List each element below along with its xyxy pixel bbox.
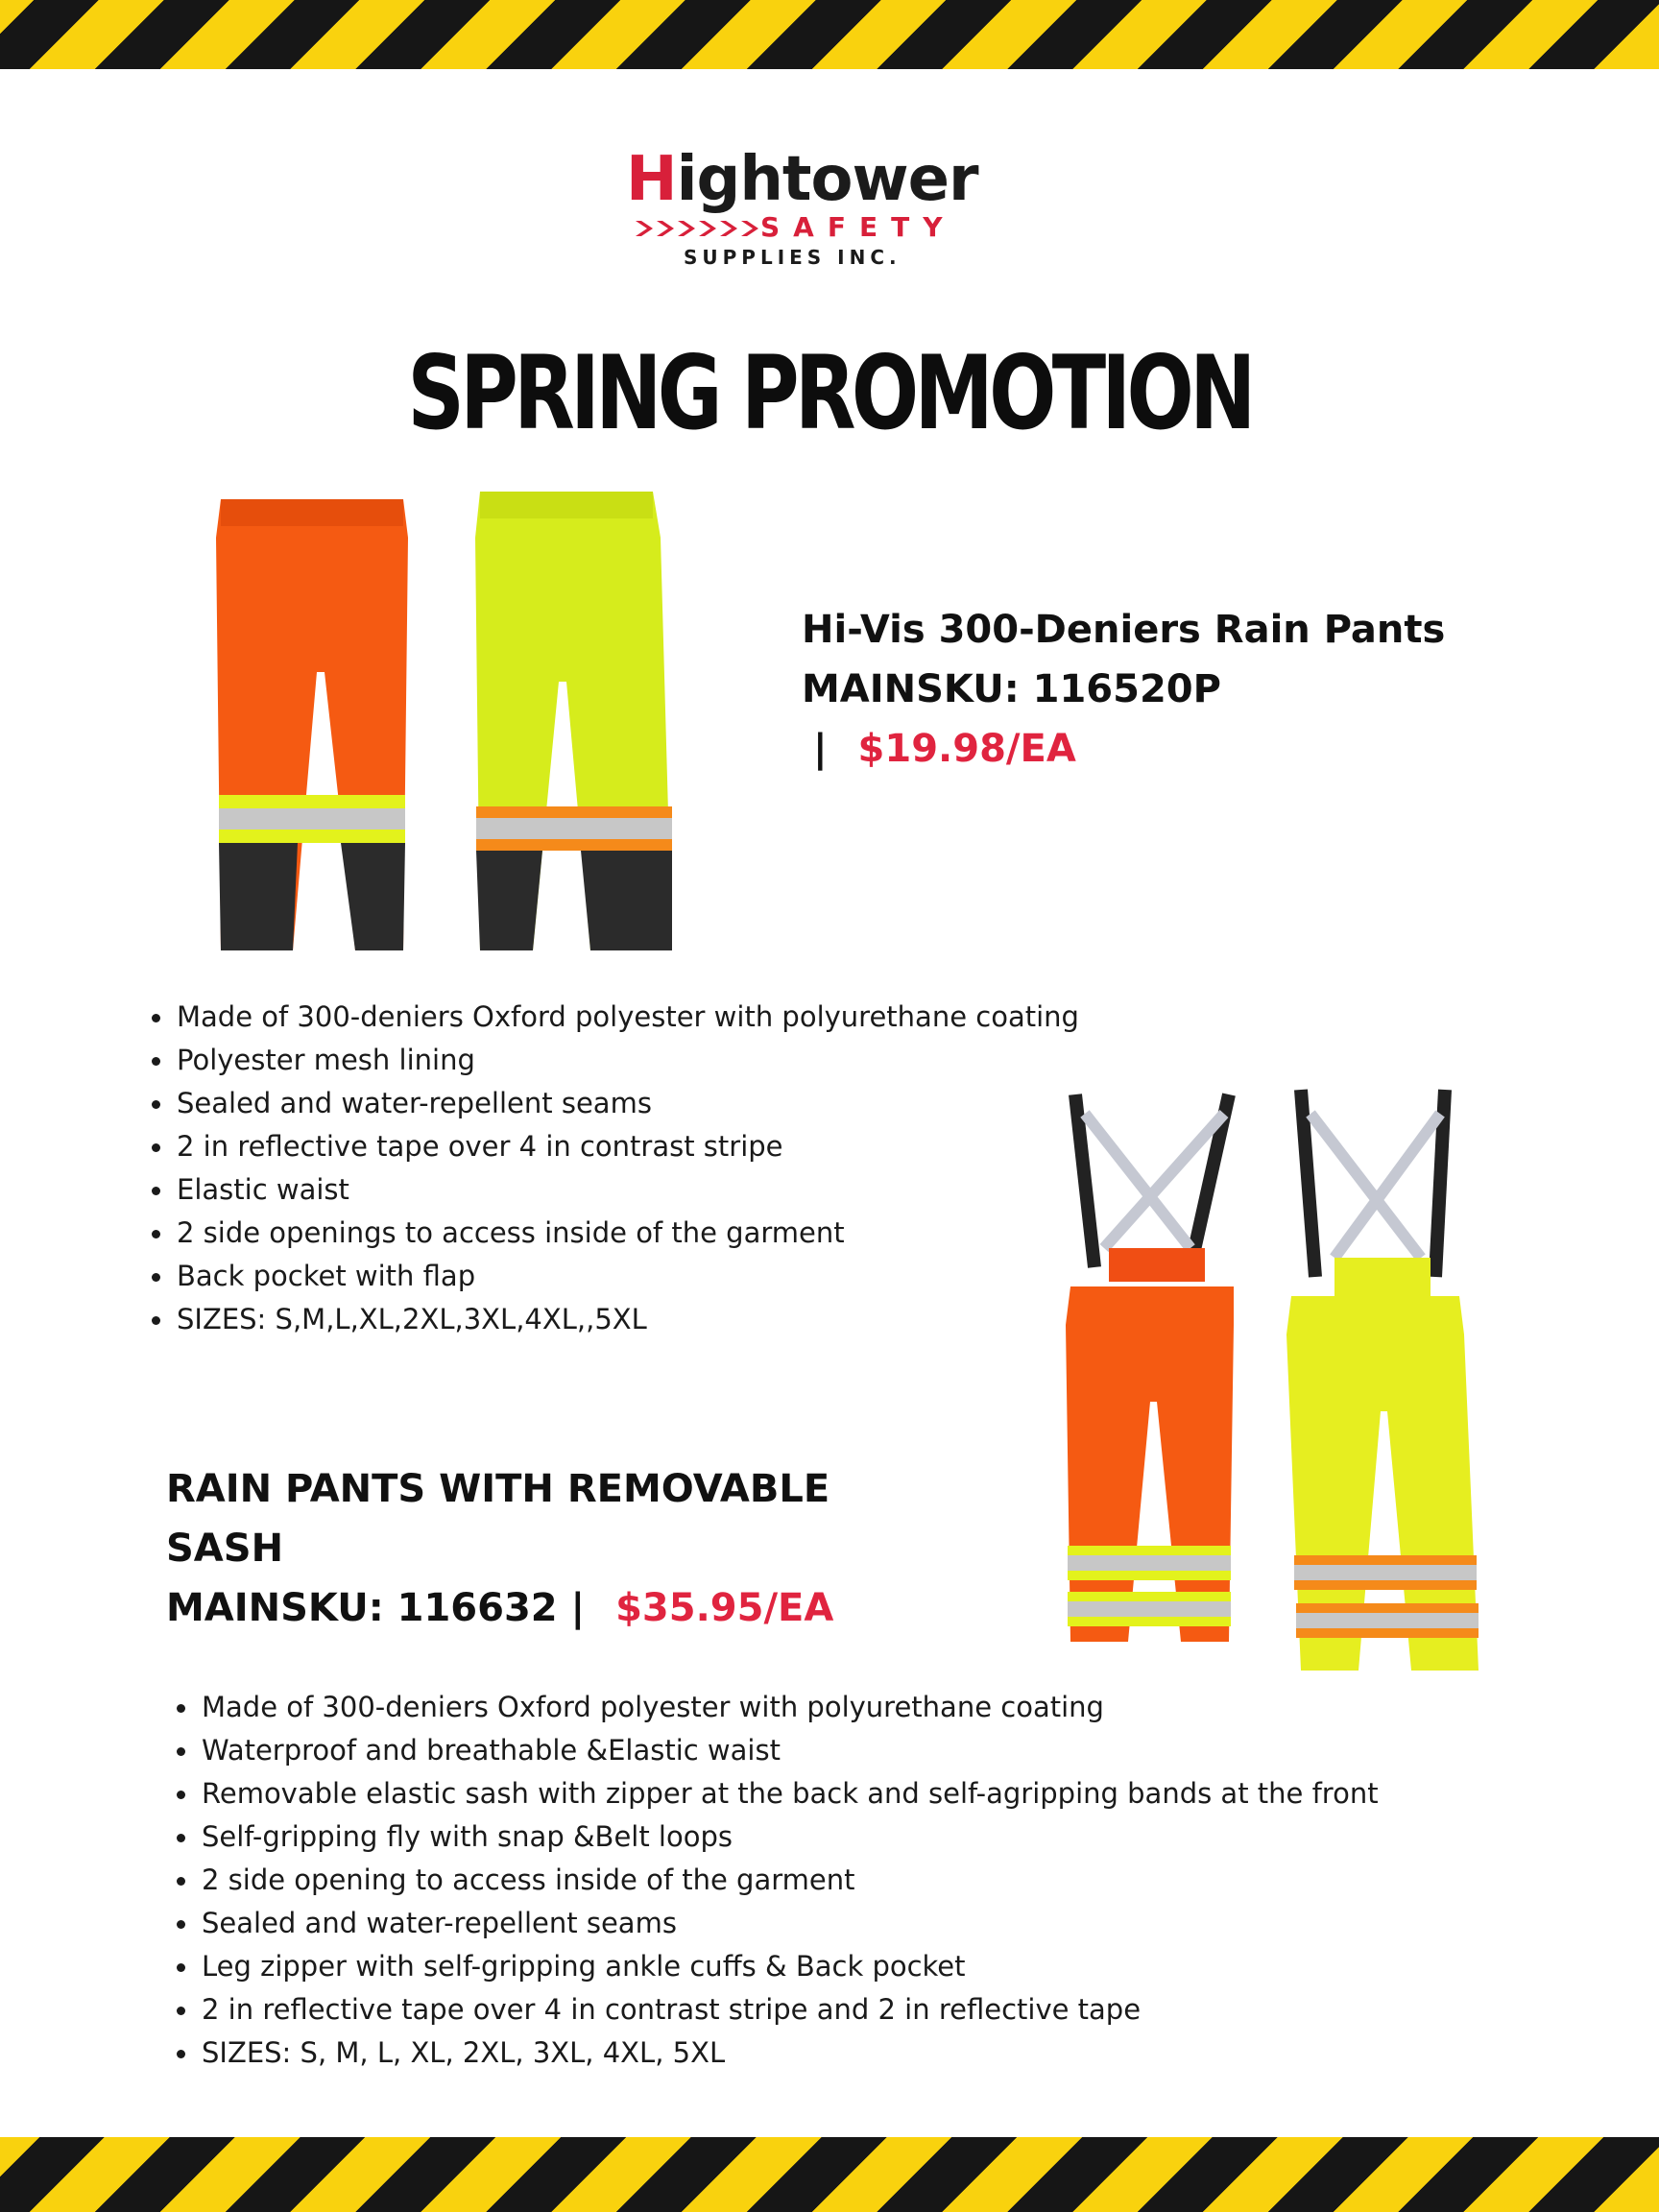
product1-feature-text: Elastic waist (177, 1173, 349, 1206)
product2-bib-pants-illustration (1056, 1085, 1498, 1690)
product1-feature-item (177, 1082, 1137, 1125)
bullet-dot-icon (177, 2050, 185, 2058)
bullet-dot-icon (152, 1014, 160, 1022)
bullet-dot-icon (177, 1834, 185, 1842)
product2-image (1056, 1085, 1498, 1690)
product1-feature-text: 2 in reflective tape over 4 in contrast stripe (177, 1130, 783, 1163)
product1-pants-illustration (202, 480, 701, 960)
product2-feature-item (202, 1945, 1527, 1988)
product2-feature-text: SIZES: S, M, L, XL, 2XL, 3XL, 4XL, 5XL (202, 2036, 726, 2069)
product2-feature-item (202, 1729, 1527, 1772)
product2-feature-text: Waterproof and breathable &Elastic waist (202, 1734, 781, 1767)
product2-feature-item (202, 2032, 1527, 2075)
product1-separator: | (813, 727, 828, 771)
product1-feature-text: Back pocket with flap (177, 1260, 476, 1292)
product1-feature-text: Sealed and water-repellent seams (177, 1087, 652, 1119)
product1-price-line (802, 719, 1531, 779)
product2-feature-text: Removable elastic sash with zipper at the back and self-agripping bands at the front (202, 1777, 1379, 1810)
product2-sku: MAINSKU: 116632 | (166, 1586, 586, 1630)
bullet-dot-icon (177, 1747, 185, 1756)
orange-bib-pants (1066, 1094, 1234, 1642)
product2-feature-text: 2 side opening to access inside of the garment (202, 1863, 855, 1896)
product1-feature-item (177, 1255, 1137, 1298)
bullet-dot-icon (177, 2007, 185, 2015)
bullet-dot-icon (177, 1963, 185, 1972)
product1-feature-text: 2 side openings to access inside of the garment (177, 1216, 845, 1249)
bullet-dot-icon (152, 1187, 160, 1195)
bullet-dot-icon (152, 1143, 160, 1152)
product1-feature-text: SIZES: S,M,L,XL,2XL,3XL,4XL,,5XL (177, 1303, 647, 1335)
product2-feature-text: Self-gripping fly with snap &Belt loops (202, 1820, 733, 1853)
product1-feature-item (177, 1039, 1137, 1082)
bullet-dot-icon (152, 1057, 160, 1066)
product2-sku-price-line (166, 1578, 934, 1638)
product1-name: Hi-Vis 300-Deniers Rain Pants (802, 608, 1446, 652)
product2-feature-item (202, 1686, 1527, 1729)
product2-feature-item (202, 1859, 1527, 1902)
product2-feature-text: Made of 300-deniers Oxford polyester with polyurethane coating (202, 1691, 1104, 1723)
product1-feature-text: Polyester mesh lining (177, 1044, 475, 1076)
product2-feature-text: 2 in reflective tape over 4 in contrast stripe and 2 in reflective tape (202, 1993, 1142, 2026)
bullet-dot-icon (152, 1100, 160, 1109)
logo-wordmark (626, 146, 978, 213)
bullet-dot-icon (177, 1877, 185, 1886)
bullet-dot-icon (177, 1791, 185, 1799)
product2-feature-item (202, 1988, 1527, 2032)
yellow-bib-pants (1286, 1090, 1479, 1671)
hazard-stripe-bottom (0, 2137, 1659, 2212)
product1-feature-text: Made of 300-deniers Oxford polyester with polyurethane coating (177, 1000, 1079, 1033)
product2-info (166, 1459, 934, 1638)
logo-wordmark-rest: ightower (676, 144, 978, 215)
logo-h-letter: H (626, 144, 677, 215)
bullet-dot-icon (177, 1704, 185, 1713)
product2-feature-text: Sealed and water-repellent seams (202, 1907, 677, 1939)
product2-name-line1: RAIN PANTS WITH REMOVABLE (166, 1467, 830, 1511)
company-logo (626, 146, 1039, 273)
product1-price: $19.98/EA (857, 727, 1076, 771)
product1-feature-item (177, 996, 1137, 1039)
logo-subtitle: SUPPLIES INC. (684, 246, 902, 269)
logo-arrows-icon (636, 221, 760, 236)
product2-feature-item (202, 1815, 1527, 1859)
product1-info (802, 600, 1531, 779)
product1-feature-list (177, 996, 1137, 1341)
product2-name-line2: SASH (166, 1527, 284, 1571)
bullet-dot-icon (152, 1316, 160, 1325)
hazard-stripe-top (0, 0, 1659, 69)
bullet-dot-icon (177, 1920, 185, 1929)
bullet-dot-icon (152, 1273, 160, 1282)
product2-feature-item (202, 1772, 1527, 1815)
product2-feature-item (202, 1902, 1527, 1945)
product1-feature-item (177, 1212, 1137, 1255)
product1-feature-item (177, 1298, 1137, 1341)
bullet-dot-icon (152, 1230, 160, 1238)
logo-safety: SAFETY (760, 211, 956, 243)
yellow-pants (475, 492, 672, 950)
product1-sku: MAINSKU: 116520P (802, 667, 1221, 711)
orange-pants (216, 499, 408, 950)
product1-feature-item (177, 1168, 1137, 1212)
product2-feature-list (202, 1686, 1527, 2075)
product2-feature-text: Leg zipper with self-gripping ankle cuffs & Back pocket (202, 1950, 966, 1983)
product1-feature-item (177, 1125, 1137, 1168)
promotion-title: SPRING PROMOTION (407, 334, 1252, 452)
product1-image (202, 480, 701, 960)
product2-price: $35.95/EA (615, 1586, 834, 1630)
